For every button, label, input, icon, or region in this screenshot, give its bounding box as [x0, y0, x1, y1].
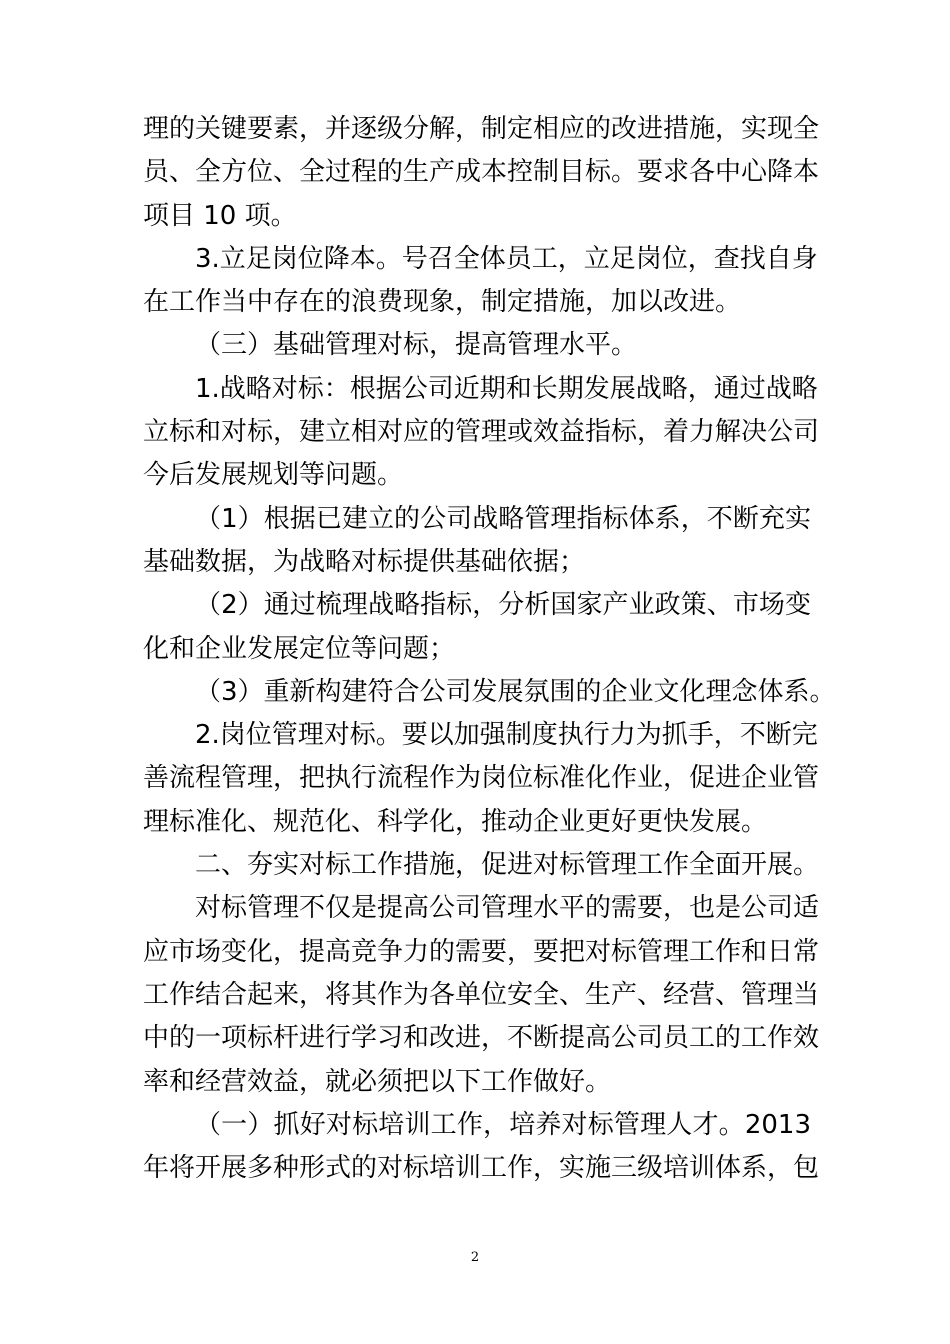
text-line: 中的一项标杆进行学习和改进，不断提高公司员工的工作效: [143, 1023, 820, 1054]
text-line: 员、全方位、全过程的生产成本控制目标。要求各中心降本: [143, 157, 820, 188]
text-line: 1.战略对标：根据公司近期和长期发展战略，通过战略: [195, 373, 818, 404]
text-line: 年将开展多种形式的对标培训工作，实施三级培训体系，包: [143, 1153, 820, 1184]
text-line: 基础数据，为战略对标提供基础依据；: [143, 546, 586, 577]
section-heading: 二、夯实对标工作措施，促进对标管理工作全面开展。: [195, 850, 820, 881]
body-text: [143, 108, 836, 1190]
text-line: （1）根据已建立的公司战略管理指标体系，不断充实: [195, 503, 811, 534]
text-line: 项目 10 项。: [143, 200, 297, 231]
text-line: 率和经营效益，就必须把以下工作做好。: [143, 1066, 612, 1097]
text-line: 工作结合起来，将其作为各单位安全、生产、经营、管理当: [143, 979, 820, 1010]
text-line: （一）抓好对标培训工作，培养对标管理人才。2013: [195, 1109, 811, 1140]
text-line: 今后发展规划等问题。: [143, 460, 404, 491]
text-line: 应市场变化，提高竞争力的需要，要把对标管理工作和日常: [143, 936, 820, 967]
text-line: （2）通过梳理战略指标，分析国家产业政策、市场变: [195, 590, 811, 621]
text-line: 立标和对标，建立相对应的管理或效益指标，着力解决公司: [143, 417, 820, 448]
text-line: 化和企业发展定位等问题；: [143, 633, 456, 664]
text-line: 善流程管理，把执行流程作为岗位标准化作业，促进企业管: [143, 763, 820, 794]
section-heading: （三）基础管理对标，提高管理水平。: [195, 330, 638, 361]
text-line: 对标管理不仅是提高公司管理水平的需要，也是公司适: [195, 893, 820, 924]
text-line: 2.岗位管理对标。要以加强制度执行力为抓手，不断完: [195, 720, 818, 751]
text-line: （3）重新构建符合公司发展氛围的企业文化理念体系。: [195, 676, 836, 707]
text-line: 在工作当中存在的浪费现象，制定措施，加以改进。: [143, 287, 742, 318]
page-number: 2: [470, 1250, 480, 1265]
text-line: 理的关键要素，并逐级分解，制定相应的改进措施，实现全: [143, 114, 820, 144]
text-line: 3.立足岗位降本。号召全体员工，立足岗位，查找自身: [195, 243, 818, 274]
text-line: 理标准化、规范化、科学化，推动企业更好更快发展。: [143, 806, 768, 837]
